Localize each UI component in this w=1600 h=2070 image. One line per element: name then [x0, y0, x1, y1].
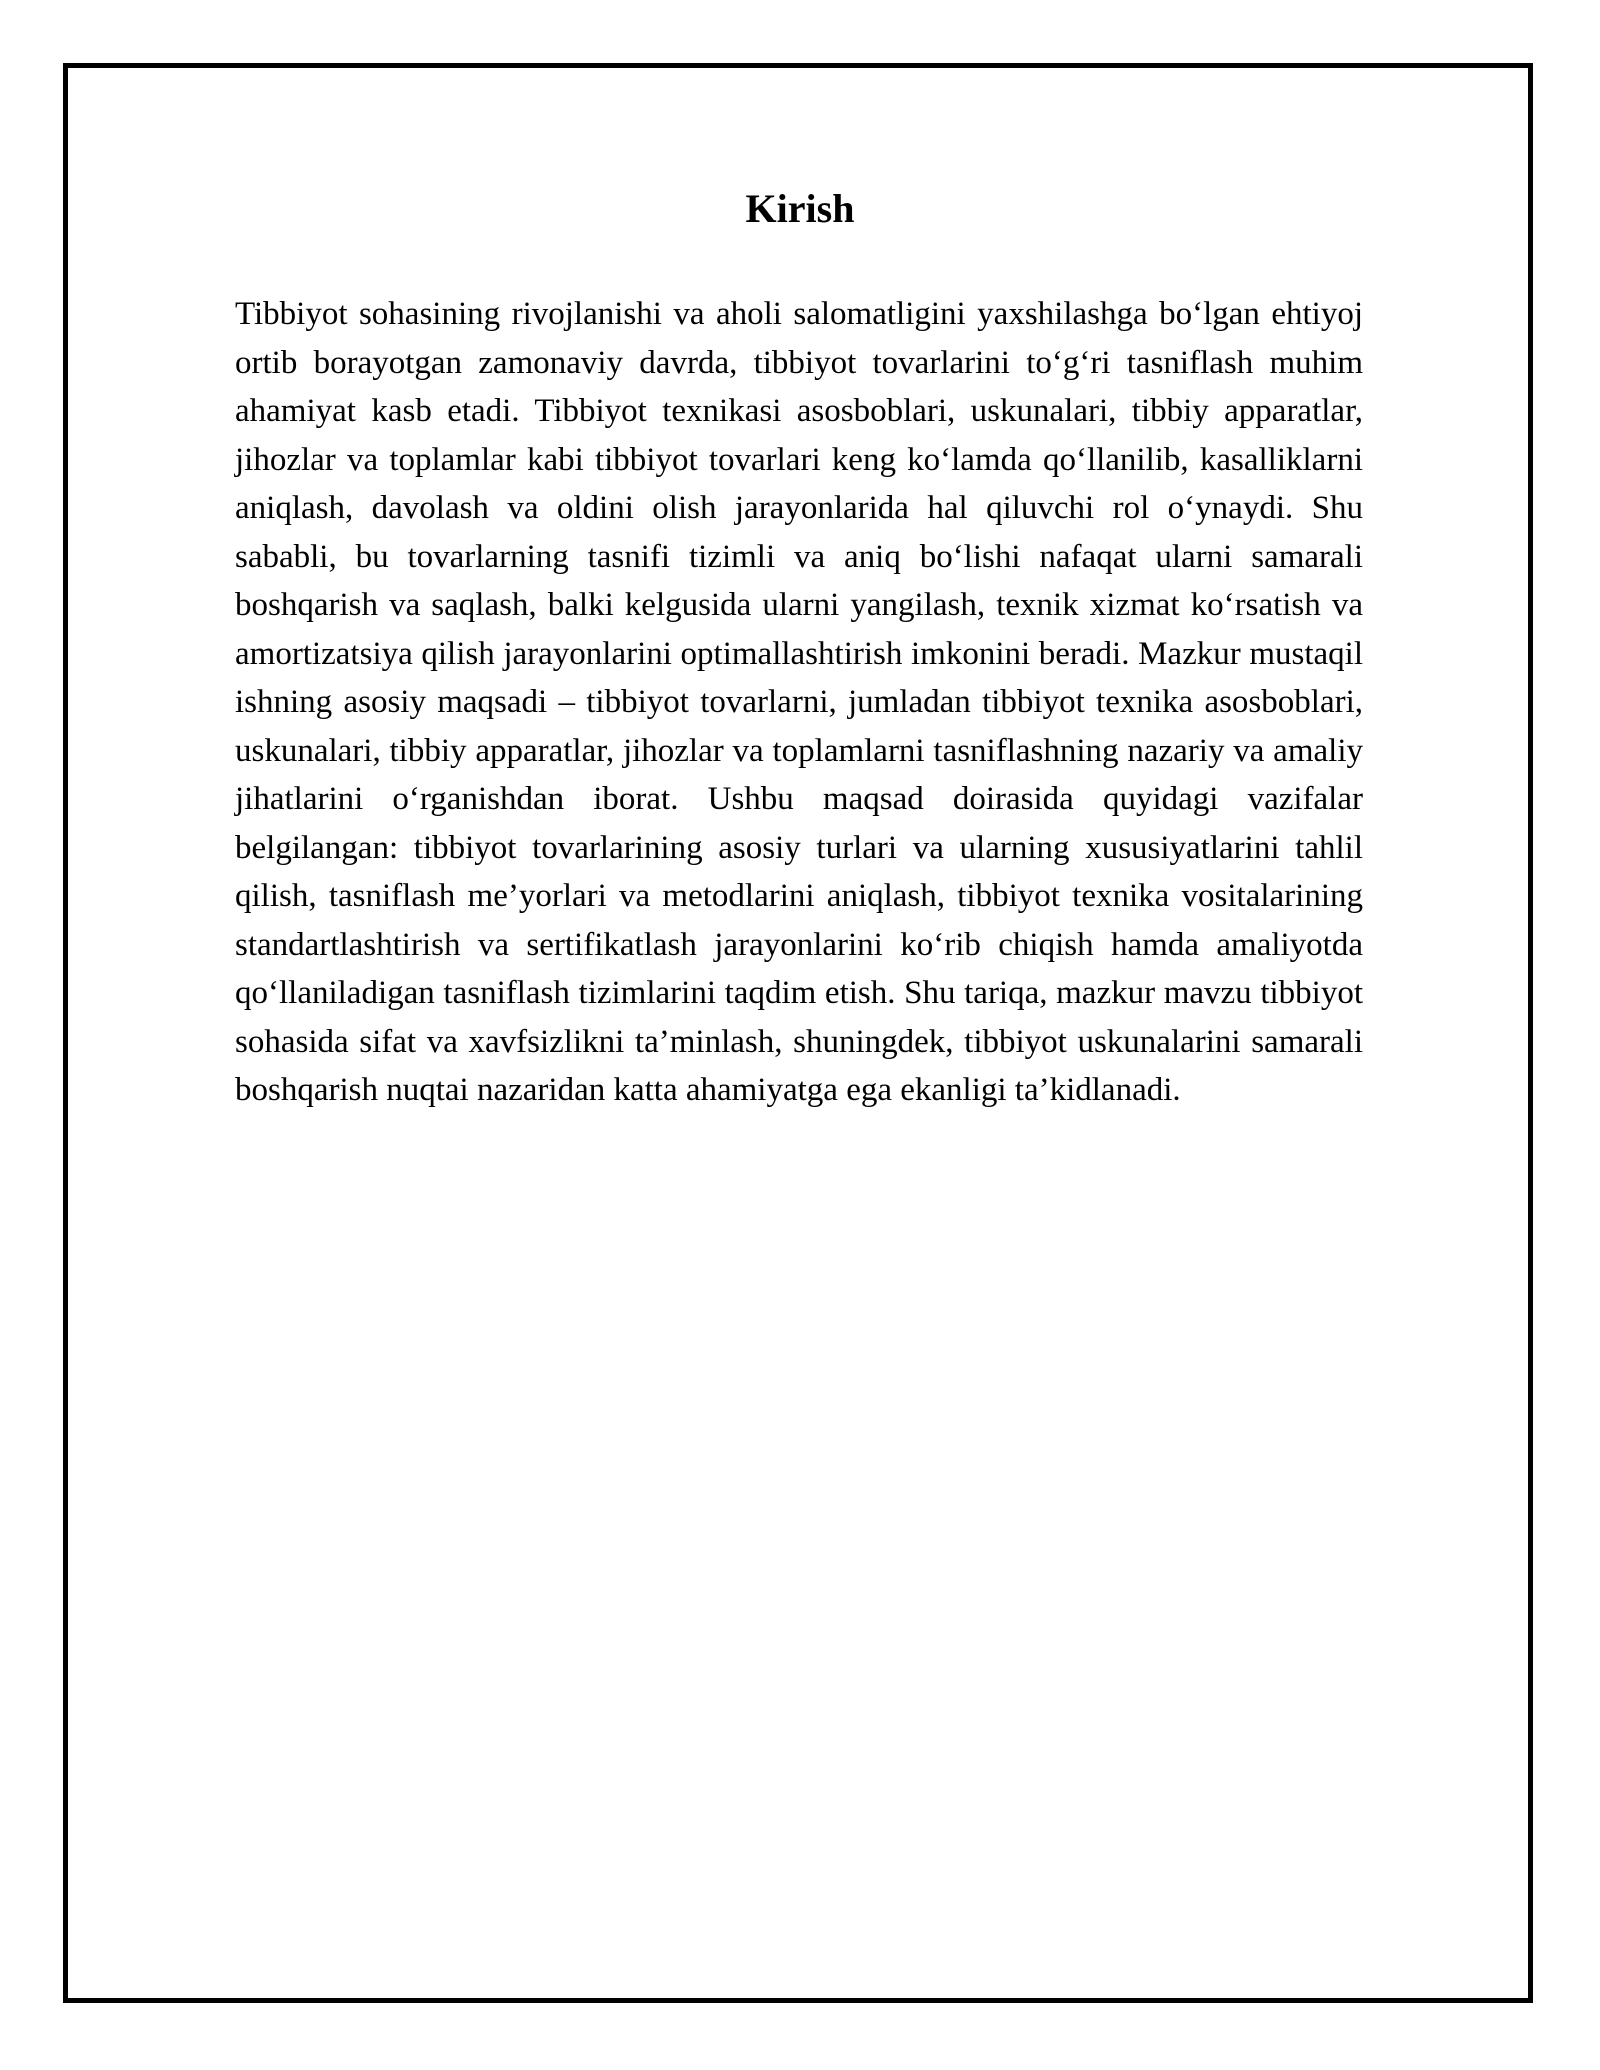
page-title: Kirish: [745, 186, 855, 231]
body-paragraph: Tibbiyot sohasining rivojlanishi va aholi salomatligini yaxshilashga bo‘lgan ehtiyoj ortib borayotgan zamonaviy davrda, tibbiyot tovarlarini to‘g‘ri tasniflash muhim ahamiyat kasb etadi. Tibbiyot texnikasi asosboblari, uskunalari, tibbiy apparatlar, jihozlar va toplamlar kabi tibbiyot tovarlari keng ko‘lamda qo‘llanilib, kasalliklarni aniqlash, davolash va oldini olish jarayonlarida hal qiluvchi rol o‘ynaydi. Shu sababli, bu tovarlarning tasnifi tizimli va aniq bo‘lishi nafaqat ularni samarali boshqarish va saqlash, balki kelgusida ularni yangilash, texnik xizmat ko‘rsatish va amortizatsiya qilish jarayonlarini optimallashtirish imkonini beradi. Mazkur mustaqil ishning asosiy maqsadi – tibbiyot tovarlarni, jumladan tibbiyot texnika asosboblari, uskunalari, tibbiy apparatlar, jihozlar va toplamlarni tasniflashning nazariy va amaliy jihatlarini o‘rganishdan iborat. Ushbu maqsad doirasida quyidagi vazifalar belgilangan: tibbiyot tovarlarining asosiy turlari va ularning xususiyatlarini tahlil qilish, tasniflash me’yorlari va metodlarini aniqlash, tibbiyot texnika vositalarining standartlashtirish va sertifikatlash jarayonlarini ko‘rib chiqish hamda amaliyotda qo‘llaniladigan tasniflash tizimlarini taqdim etish. Shu tariqa, mazkur mavzu tibbiyot sohasida sifat va xavfsizlikni ta’minlash, shuningdek, tibbiyot uskunalarini samarali boshqarish nuqtai nazaridan katta ahamiyatga ega ekanligi ta’kidlanadi.: [235, 296, 1363, 1108]
